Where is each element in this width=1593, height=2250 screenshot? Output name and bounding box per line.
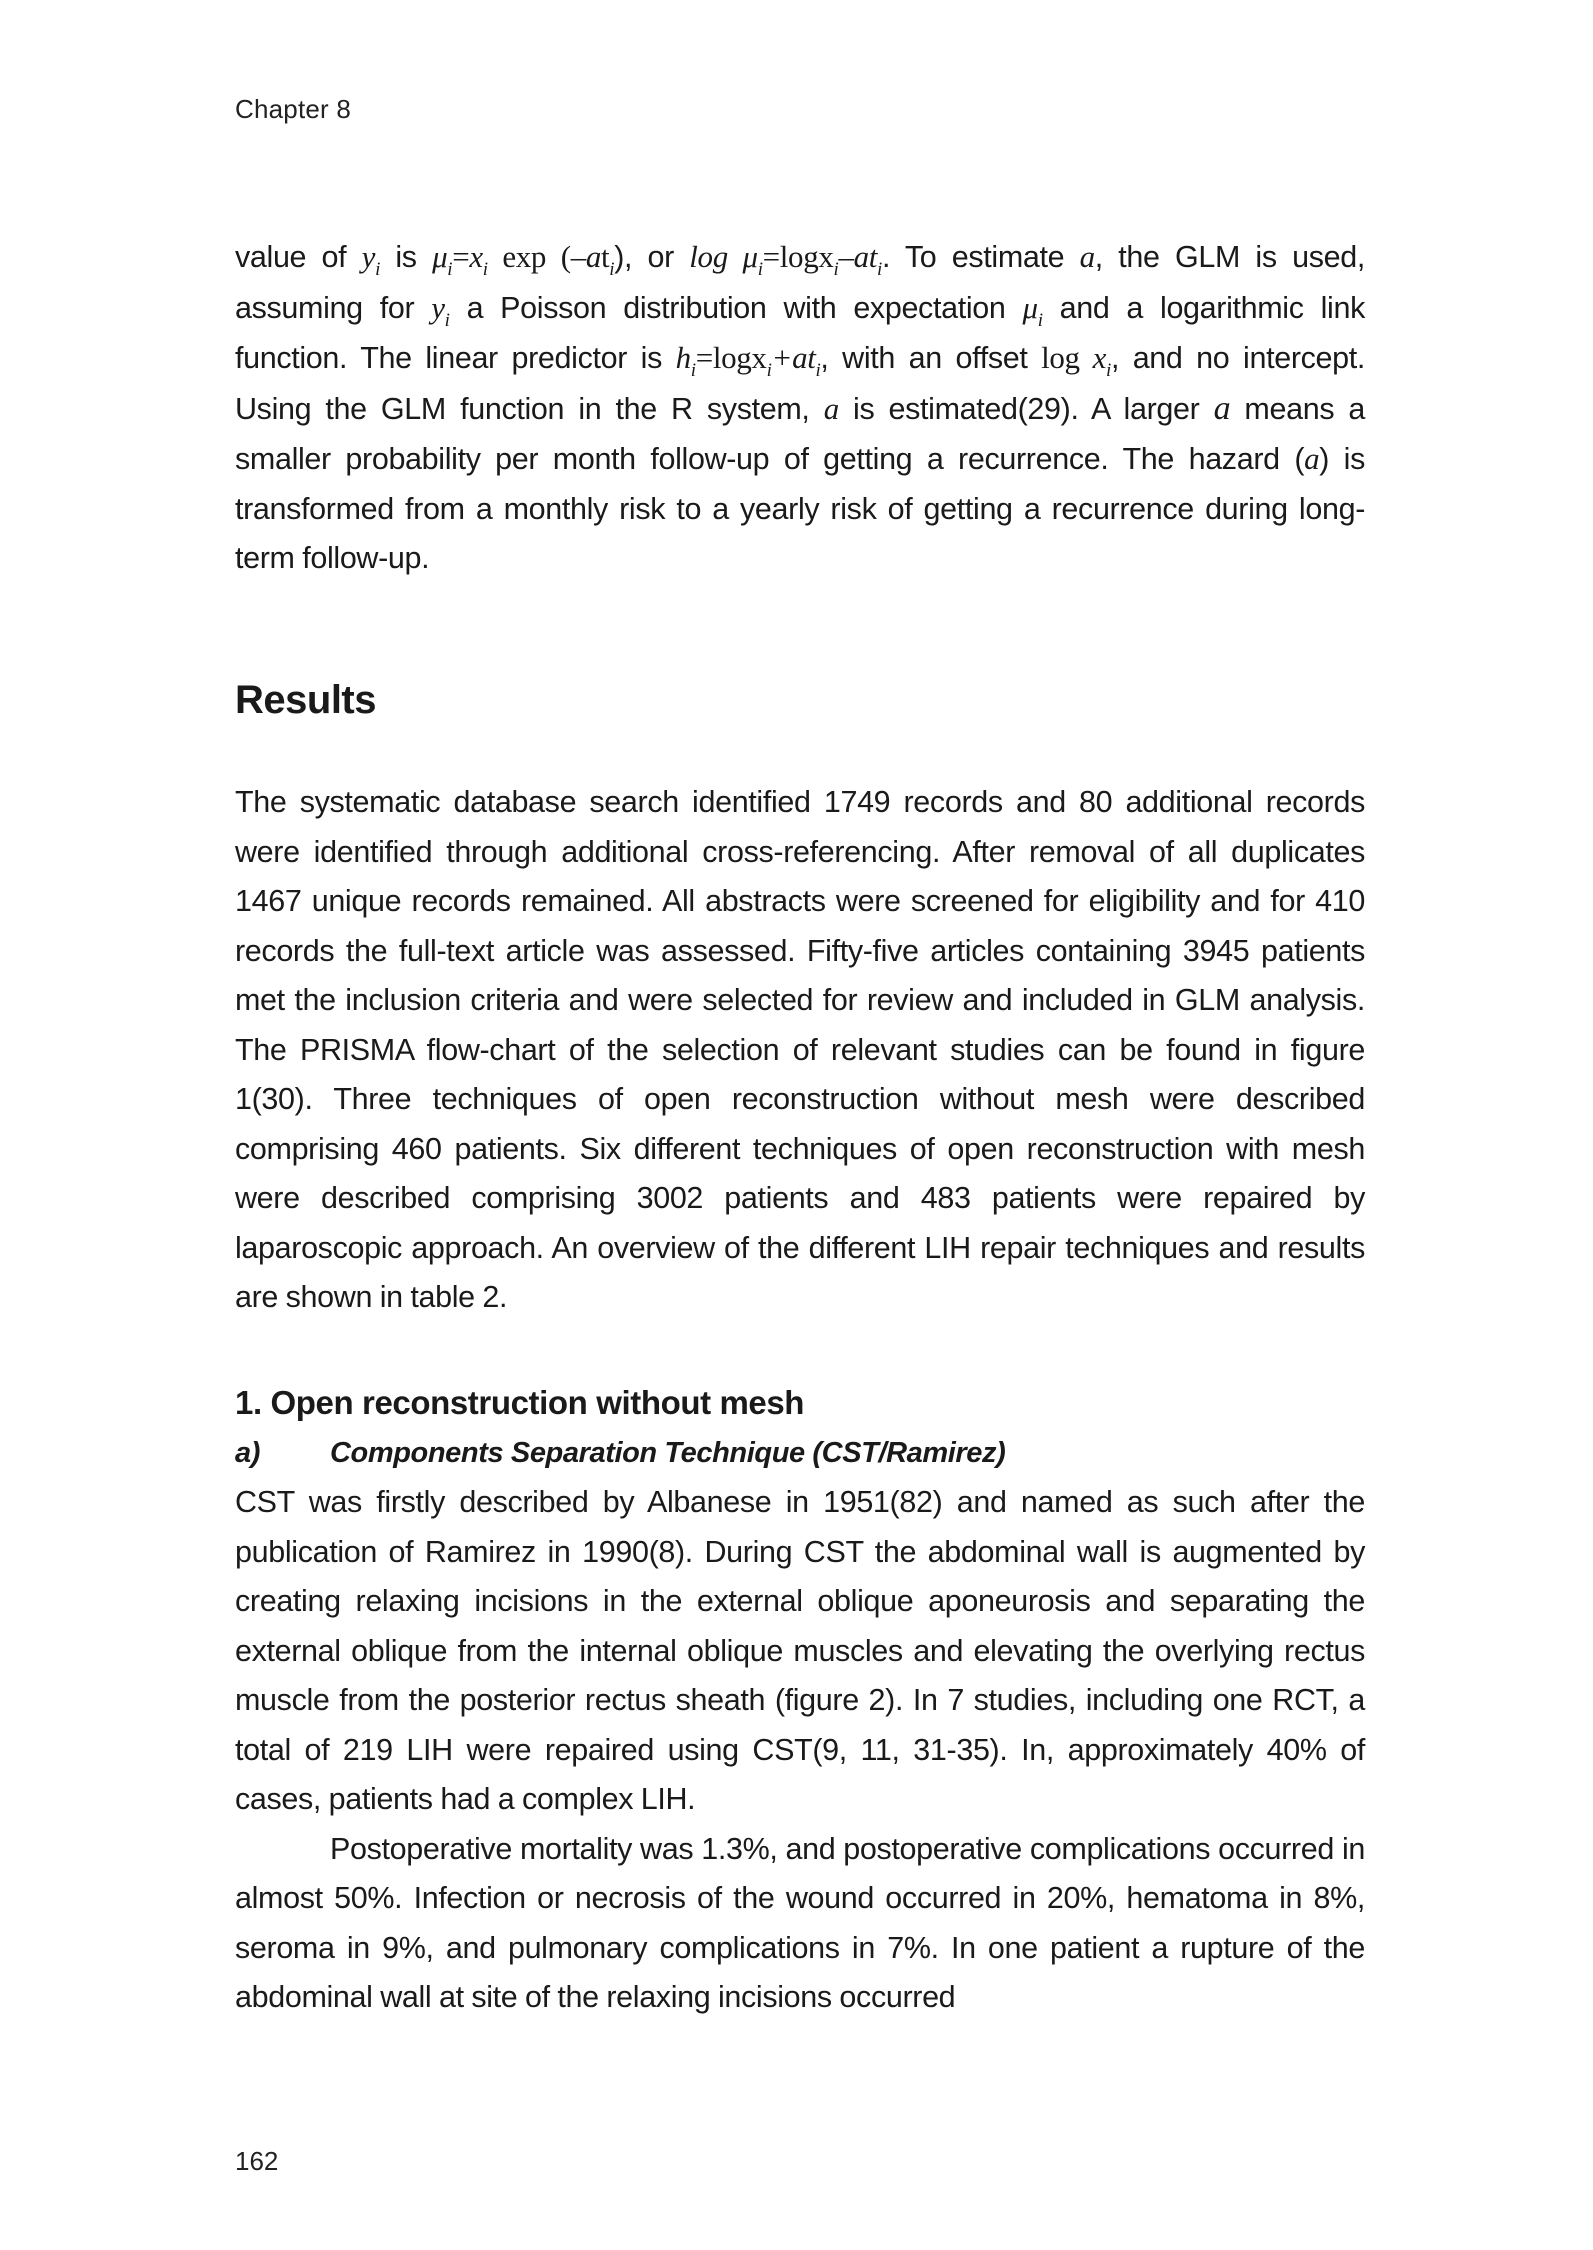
text-run: intercept. Using the GLM function in the R system, <box>235 341 1366 426</box>
math-logx: =logx$_i$ <box>762 239 839 280</box>
math-minus-at: $-at_i$ <box>838 239 882 280</box>
running-head-chapter: Chapter 8 <box>235 94 351 124</box>
math-logx: =logx$_i$ <box>695 340 772 381</box>
text-run: assuming for <box>235 290 432 325</box>
text-run: ) is transformed from a monthly risk to a yearly risk of getting a recurrence during long-term follow-up. <box>235 442 1365 575</box>
math-t: $t_i$ <box>601 239 615 280</box>
subsection-a-heading <box>235 1428 1365 1478</box>
math-log: log <box>1041 340 1093 375</box>
math-log-mu: $\log \mu_i$ <box>689 239 763 280</box>
math-a: a <box>1304 441 1320 476</box>
math-x: $x_i$ <box>1092 340 1111 381</box>
text-run: means a smaller probability per month follow-up of getting a recurrence. <box>235 391 1365 476</box>
math-a: a <box>1079 239 1095 274</box>
text-run: is <box>380 240 433 274</box>
math-plus-at: $+at_i$ <box>771 340 821 381</box>
page-number: 162 <box>235 2146 279 2176</box>
math-eq: = <box>452 239 470 274</box>
cst-paragraph-2: Postoperative mortality was 1.3%, and postoperative complications occurred in almost 50%. Infection or necrosis of the wound occurred in 20%, hematoma in 8%, seroma in 9%, and pulmonary complications in 7%. In one patient a rupture of the abdominal wall at site of the relaxing incisions occurred <box>235 1831 1365 2014</box>
text-run: is estimated(29). A larger <box>838 391 1200 426</box>
text-run: link function. The linear predictor is <box>235 290 1365 375</box>
section-1-heading: 1. Open reconstruction without mesh <box>235 1384 805 1421</box>
text-run: and a logarithmic <box>1042 290 1304 325</box>
text-run: . To estimate <box>881 240 1080 274</box>
methods-continuation <box>235 232 1365 584</box>
section-open-reconstruction-without-mesh <box>235 1378 1365 2023</box>
math-y: $y_i$ <box>431 289 450 331</box>
results-paragraph: The systematic database search identified 1749 records and 80 additional records were identified through additional cross-referencing. After removal of all duplicates 1467 unique records remained. All abstracts were screened for eligibility and for 410 records the full-text article was assessed. Fifty-five articles containing 3945 patients met the inclusion criteria and were selected for review and included in GLM analysis. The PRISMA flow-chart of the selection of relevant studies can be found in figure 1(30). Three techniques of open reconstruction without mesh were described comprising 460 patients. Six different techniques of open reconstruction with mesh were described comprising 3002 patients and 483 patients were repaired by laparoscopic approach. An overview of the different LIH repair techniques and results are shown in table 2. <box>235 785 1365 1314</box>
cst-paragraph-1: CST was firstly described by Albanese in 1951(82) and named as such after the publication of Ramirez in 1990(8). During CST the abdominal wall is augmented by creating relaxing incisions in the external oblique aponeurosis and separating the external oblique from the internal oblique muscles and elevating the overlying rectus muscle from the posterior rectus sheath (figure 2). In 7 studies, including one RCT, a total of 219 LIH were repaired using CST(9, 11, 31-35). In, approximately 40% of cases, patients had a complex LIH. <box>235 1485 1365 1816</box>
subsection-title: Components Separation Technique (CST/Ramirez) <box>330 1437 1006 1469</box>
text-run: value of <box>235 240 362 274</box>
subsection-marker: a) <box>235 1437 260 1469</box>
text-run: , the GLM is used, <box>1094 240 1365 274</box>
math-a: a <box>585 239 601 274</box>
text-run: The hazard ( <box>1122 442 1305 476</box>
math-y: $y_i$ <box>361 239 380 280</box>
math-x: $x_i$ <box>469 239 488 280</box>
math-mu: $\mu_i$ <box>432 239 453 280</box>
math-a: a <box>823 390 839 426</box>
text-run: ), or <box>614 240 690 274</box>
results-body <box>235 778 1365 1323</box>
text-run: , with an offset <box>820 341 1042 375</box>
text-run: a Poisson distribution with expectation <box>449 290 1023 325</box>
results-heading: Results <box>235 678 376 722</box>
glm-paragraph <box>235 232 1365 584</box>
math-mu: $\mu_i$ <box>1022 289 1043 331</box>
math-a: a <box>1213 389 1231 427</box>
math-h: $h_i$ <box>675 340 696 381</box>
text-run: , and no <box>1110 341 1230 375</box>
math-exp: exp (– <box>487 239 586 274</box>
